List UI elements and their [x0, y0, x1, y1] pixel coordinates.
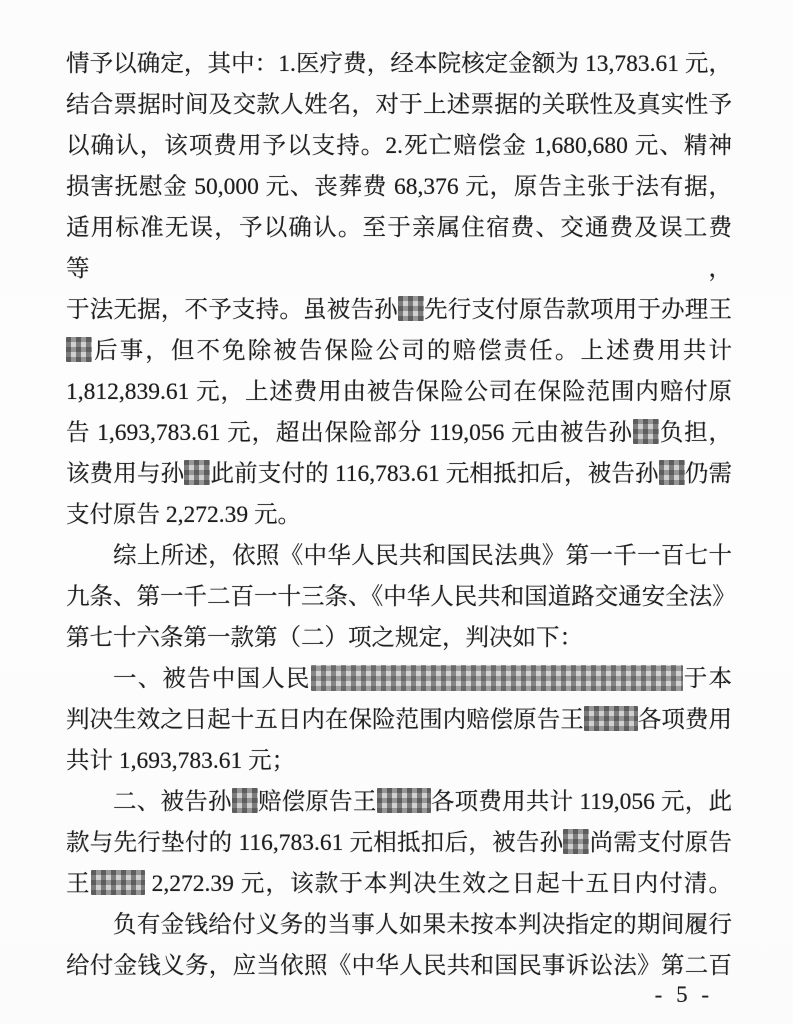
text-segment: 共计 1,693,783.61 元；	[66, 748, 296, 774]
text-segment: 告 1,693,783.61 元，超出保险部分 119,056 元由被告孙	[66, 420, 633, 446]
text-segment: 仍需	[684, 461, 733, 487]
text-line	[66, 659, 732, 700]
text-segment: 判决生效之日起十五日内在保险范围内赔偿原告王	[66, 707, 584, 733]
text-segment: 二、被告孙	[113, 789, 232, 815]
redacted-name-block	[91, 870, 145, 895]
text-segment: 九条、第一千二百一十三条、《中华人民共和国道路交通安全法》	[66, 584, 736, 610]
text-segment: 第七十六条第一款第（二）项之规定，判决如下：	[66, 625, 583, 651]
text-segment: 给付金钱义务，应当依照《中华人民共和国民事诉讼法》第二百	[66, 953, 732, 979]
text-segment: 各项费用共计 119,056 元，此	[430, 789, 733, 815]
text-line	[66, 905, 732, 946]
redacted-name-block	[184, 460, 210, 485]
text-segment: 损害抚慰金 50,000 元、丧葬费 68,376 元，原告主张于法有据，	[66, 174, 732, 200]
text-line	[66, 44, 732, 85]
text-segment: 该费用与孙	[66, 461, 185, 487]
text-segment: 于法无据，不予支持。虽被告孙	[66, 297, 398, 323]
text-segment: 支付原告 2,272.39 元。	[66, 502, 301, 528]
text-line	[66, 372, 732, 413]
text-line	[66, 454, 732, 495]
text-segment: 于本	[682, 666, 733, 692]
text-line	[66, 413, 732, 454]
redacted-name-block	[398, 296, 424, 321]
redacted-name-block	[66, 337, 92, 362]
text-line	[66, 823, 732, 864]
redacted-name-block	[659, 460, 685, 485]
text-segment: 王	[66, 871, 91, 897]
text-line	[66, 946, 732, 987]
text-segment: 各项费用	[637, 707, 733, 733]
text-segment: 以确认，该项费用予以支持。2.死亡赔偿金 1,680,680 元、精神	[66, 133, 732, 159]
text-segment: 结合票据时间及交款人姓名，对于上述票据的关联性及真实性予	[66, 92, 732, 118]
text-segment: 1,812,839.61 元，上述费用由被告保险公司在保险范围内赔付原	[66, 379, 732, 405]
text-line	[66, 167, 732, 208]
text-segment: 负担，	[658, 420, 732, 446]
text-line	[66, 782, 732, 823]
text-segment: 赔偿原告王	[257, 789, 377, 815]
text-line	[66, 290, 732, 331]
text-segment: 此前支付的 116,783.61 元相抵扣后，被告孙	[210, 461, 659, 487]
page-number: - 5 -	[654, 982, 713, 1007]
text-line	[66, 700, 732, 741]
text-line	[66, 536, 732, 577]
text-line	[66, 864, 732, 905]
judgment-body	[66, 44, 736, 987]
redacted-name-block	[377, 788, 431, 813]
text-line	[66, 126, 732, 167]
text-line	[66, 577, 736, 618]
text-segment: 款与先行垫付的 116,783.61 元相抵扣后，被告孙	[66, 830, 564, 856]
redacted-name-block	[563, 829, 589, 854]
redacted-name-block	[633, 419, 659, 444]
text-line	[66, 495, 732, 536]
text-line	[66, 208, 732, 290]
text-segment: 先行支付原告款项用于办理王	[423, 297, 733, 323]
text-line	[66, 331, 732, 372]
redacted-company-name-block	[311, 665, 683, 691]
text-segment: 适用标准无误，予以确认。至于亲属住宿费、交通费及误工费等，	[66, 215, 732, 282]
text-segment: 一、被告中国人民	[113, 666, 311, 692]
text-line	[66, 85, 732, 126]
redacted-name-block	[232, 788, 258, 813]
text-line	[66, 618, 732, 659]
text-segment: 后事，但不免除被告保险公司的赔偿责任。上述费用共计	[92, 338, 732, 364]
redacted-name-block	[584, 706, 638, 731]
text-segment: 情予以确定，其中：1.医疗费，经本院核定金额为 13,783.61 元，	[66, 51, 732, 77]
text-line	[66, 741, 732, 782]
text-segment: 负有金钱给付义务的当事人如果未按本判决指定的期间履行	[113, 912, 732, 938]
text-segment: 综上所述，依照《中华人民共和国民法典》第一千一百七十	[113, 543, 732, 569]
text-segment: 尚需支付原告	[589, 830, 732, 856]
text-segment: 2,272.39 元，该款于本判决生效之日起十五日内付清。	[144, 871, 733, 897]
